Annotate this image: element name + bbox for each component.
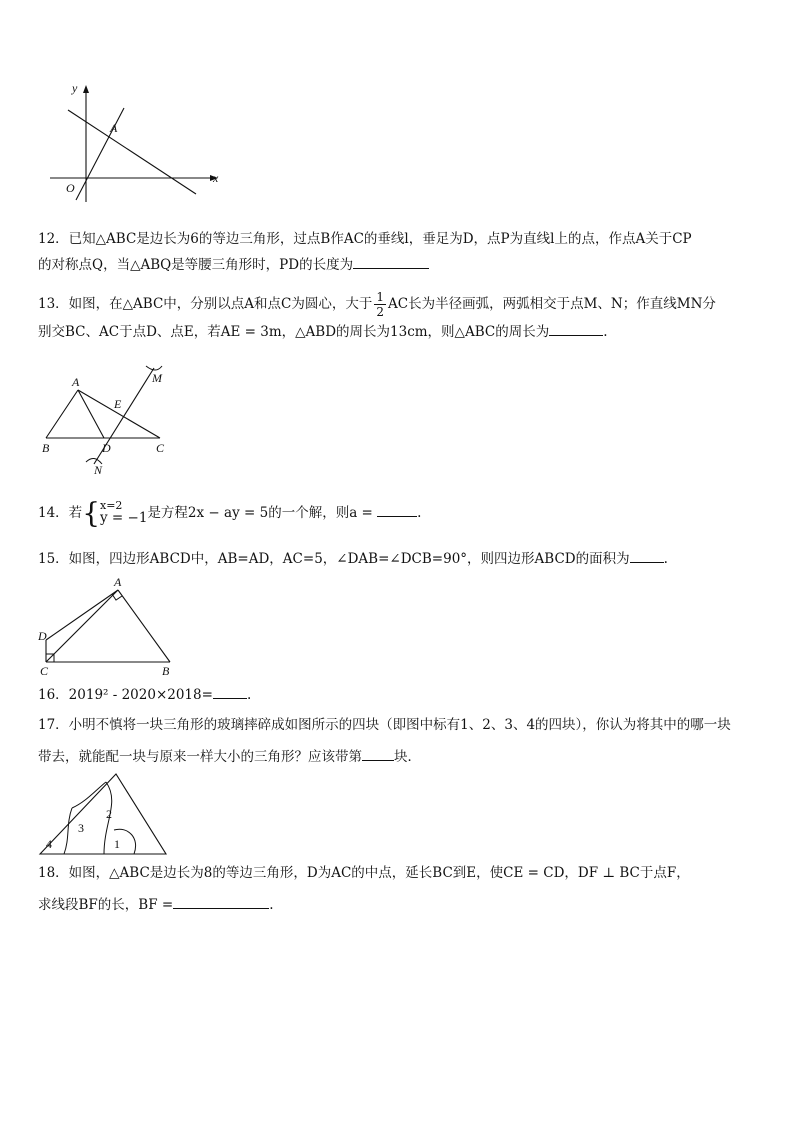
- label-m: M: [152, 371, 162, 385]
- fraction-one-half: [374, 290, 386, 319]
- side-ad: [46, 590, 118, 640]
- question-13: [38, 290, 758, 345]
- piece-label-3: 3: [78, 821, 84, 835]
- q15-figure: [38, 574, 178, 680]
- point-a-label: A: [110, 121, 118, 135]
- equation-system: [100, 500, 147, 524]
- origin-label: O: [66, 181, 75, 195]
- answer-blank-12[interactable]: [353, 252, 429, 269]
- question-12: [38, 226, 758, 278]
- crack-2: [72, 782, 106, 808]
- q17-line2a: 带去，就能配一块与原来一样大小的三角形？应该带第: [38, 749, 362, 765]
- q17-line2: [38, 744, 758, 770]
- q16-end: .: [246, 687, 252, 703]
- system-top: x=2: [100, 498, 123, 512]
- question-14: [38, 496, 758, 530]
- side-ab: [118, 590, 170, 662]
- q13-end: .: [603, 324, 608, 340]
- q13-line2: [38, 319, 758, 345]
- question-16: [38, 682, 758, 708]
- label-c: C: [156, 441, 165, 455]
- coordinate-figure: [46, 78, 226, 206]
- y-label: y: [72, 81, 78, 95]
- triangle-outline: [40, 774, 166, 854]
- decreasing-line: [68, 110, 196, 194]
- fraction-denominator: 2: [376, 305, 385, 319]
- question-18: [38, 860, 758, 918]
- answer-blank-13[interactable]: [549, 319, 603, 336]
- answer-blank-18[interactable]: [173, 892, 269, 909]
- q17-line2b: 块．: [394, 749, 421, 765]
- q15-text: 15．如图，四边形ABCD中，AB=AD，AC=5，∠DAB=∠DCB=90°，则四边形ABCD的面积为: [38, 551, 630, 567]
- q13-line2-text: 别交BC、AC于点D、点E，若AE = 3m，△ABD的周长为13cm，则△ABC的周长为: [38, 324, 550, 340]
- question-17: [38, 712, 758, 770]
- question-15: [38, 546, 758, 572]
- q15-end: .: [663, 551, 668, 567]
- q13-part2: AC长为半径画弧，两弧相交于点M、N；作直线MN分: [388, 296, 716, 312]
- answer-blank-17[interactable]: [362, 744, 394, 761]
- y-axis-arrow: [83, 85, 89, 93]
- side-ab: [46, 390, 78, 438]
- q13-figure: [38, 360, 178, 478]
- system-bottom: y = −1: [100, 509, 148, 526]
- q18-line1: 18．如图，△ABC是边长为8的等边三角形，D为AC的中点，延长BC到E，使CE = CD，DF ⊥ BC于点F，: [38, 865, 690, 881]
- answer-blank-14[interactable]: [377, 500, 417, 517]
- label-c: C: [40, 664, 49, 678]
- piece-label-2: 2: [106, 807, 112, 821]
- piece-label-1: 1: [114, 837, 120, 851]
- label-b: B: [42, 441, 50, 455]
- label-a: A: [72, 375, 80, 389]
- q14-part1: 14．若: [38, 505, 83, 521]
- label-d: D: [38, 629, 47, 643]
- q18-line2-text: 求线段BF的长，BF =: [38, 897, 174, 913]
- q13-part1: 13．如图，在△ABC中，分别以点A和点C为圆心，大于: [38, 296, 373, 312]
- q14-part2: 是方程2x − ay = 5的一个解，则a =: [147, 505, 373, 521]
- q12-line2: [38, 252, 758, 278]
- q18-line2: [38, 892, 758, 918]
- q16-text: 16．2019² - 2020×2018=: [38, 687, 213, 703]
- answer-blank-15[interactable]: [630, 546, 664, 563]
- x-label: x: [213, 171, 219, 185]
- system-brace: {: [82, 496, 101, 530]
- q13-line1: [38, 290, 758, 319]
- q18-end: .: [269, 897, 274, 913]
- diagonal-ac: [46, 590, 118, 662]
- label-d: D: [102, 441, 111, 455]
- fraction-numerator: 1: [376, 290, 385, 304]
- q14-end: .: [417, 505, 422, 521]
- q12-line2-text: 的对称点Q，当△ABQ是等腰三角形时，PD的长度为: [38, 257, 354, 273]
- answer-blank-16[interactable]: [213, 682, 247, 699]
- label-b: B: [162, 664, 170, 678]
- q12-line1: 12．已知△ABC是边长为6的等边三角形，过点B作AC的垂线l，垂足为D，点P为直线l上的点，作点A关于CP: [38, 231, 692, 247]
- label-n: N: [94, 463, 103, 477]
- crack-1: [64, 808, 72, 854]
- piece-label-4: 4: [46, 837, 52, 851]
- label-e: E: [114, 397, 122, 411]
- q17-line1: 17．小明不慎将一块三角形的玻璃摔碎成如图所示的四块（即图中标有1、2、3、4的四块），你认为将其中的哪一块: [38, 717, 731, 733]
- label-a: A: [114, 575, 122, 589]
- q17-figure: [36, 772, 170, 858]
